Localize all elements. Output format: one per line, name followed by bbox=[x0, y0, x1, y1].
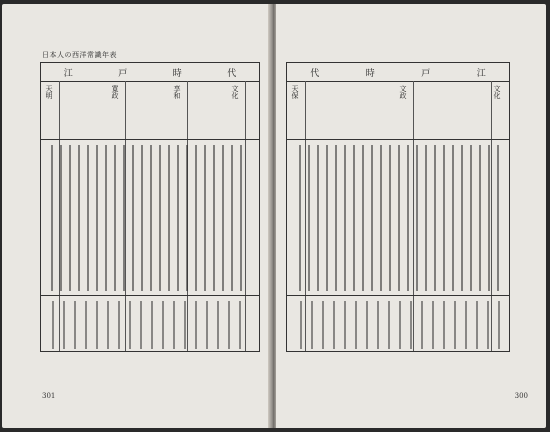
page-number: 300 bbox=[514, 392, 528, 400]
notes-text-block bbox=[295, 301, 501, 349]
page-number: 301 bbox=[42, 392, 56, 400]
body-text-block bbox=[47, 145, 247, 291]
row-divider bbox=[41, 139, 259, 140]
header-char: 江 bbox=[63, 68, 73, 79]
row-divider bbox=[287, 139, 509, 140]
header-char: 代 bbox=[227, 68, 237, 79]
header-char: 時 bbox=[172, 68, 182, 79]
running-title: 日本人の西洋常識年表 bbox=[42, 51, 117, 59]
era-label: 文化 bbox=[231, 85, 239, 99]
right-table-header bbox=[287, 63, 509, 82]
left-table bbox=[40, 62, 260, 352]
header-char: 時 bbox=[365, 68, 375, 79]
header-char: 戸 bbox=[118, 68, 128, 79]
header-char: 戸 bbox=[421, 68, 431, 79]
header-char: 代 bbox=[310, 68, 320, 79]
era-label: 寛政 bbox=[111, 85, 119, 99]
left-page bbox=[2, 4, 270, 428]
era-label: 文化 bbox=[493, 85, 501, 99]
era-label: 天明 bbox=[45, 85, 53, 99]
body-text-block bbox=[295, 145, 501, 291]
header-char: 江 bbox=[476, 68, 486, 79]
row-divider bbox=[41, 295, 259, 296]
left-table-header bbox=[41, 63, 259, 82]
row-divider bbox=[287, 295, 509, 296]
era-label: 享和 bbox=[173, 85, 181, 99]
right-table bbox=[286, 62, 510, 352]
era-label: 天保 bbox=[291, 85, 299, 99]
right-page bbox=[276, 4, 546, 428]
notes-text-block bbox=[47, 301, 247, 349]
era-label: 文政 bbox=[399, 85, 407, 99]
